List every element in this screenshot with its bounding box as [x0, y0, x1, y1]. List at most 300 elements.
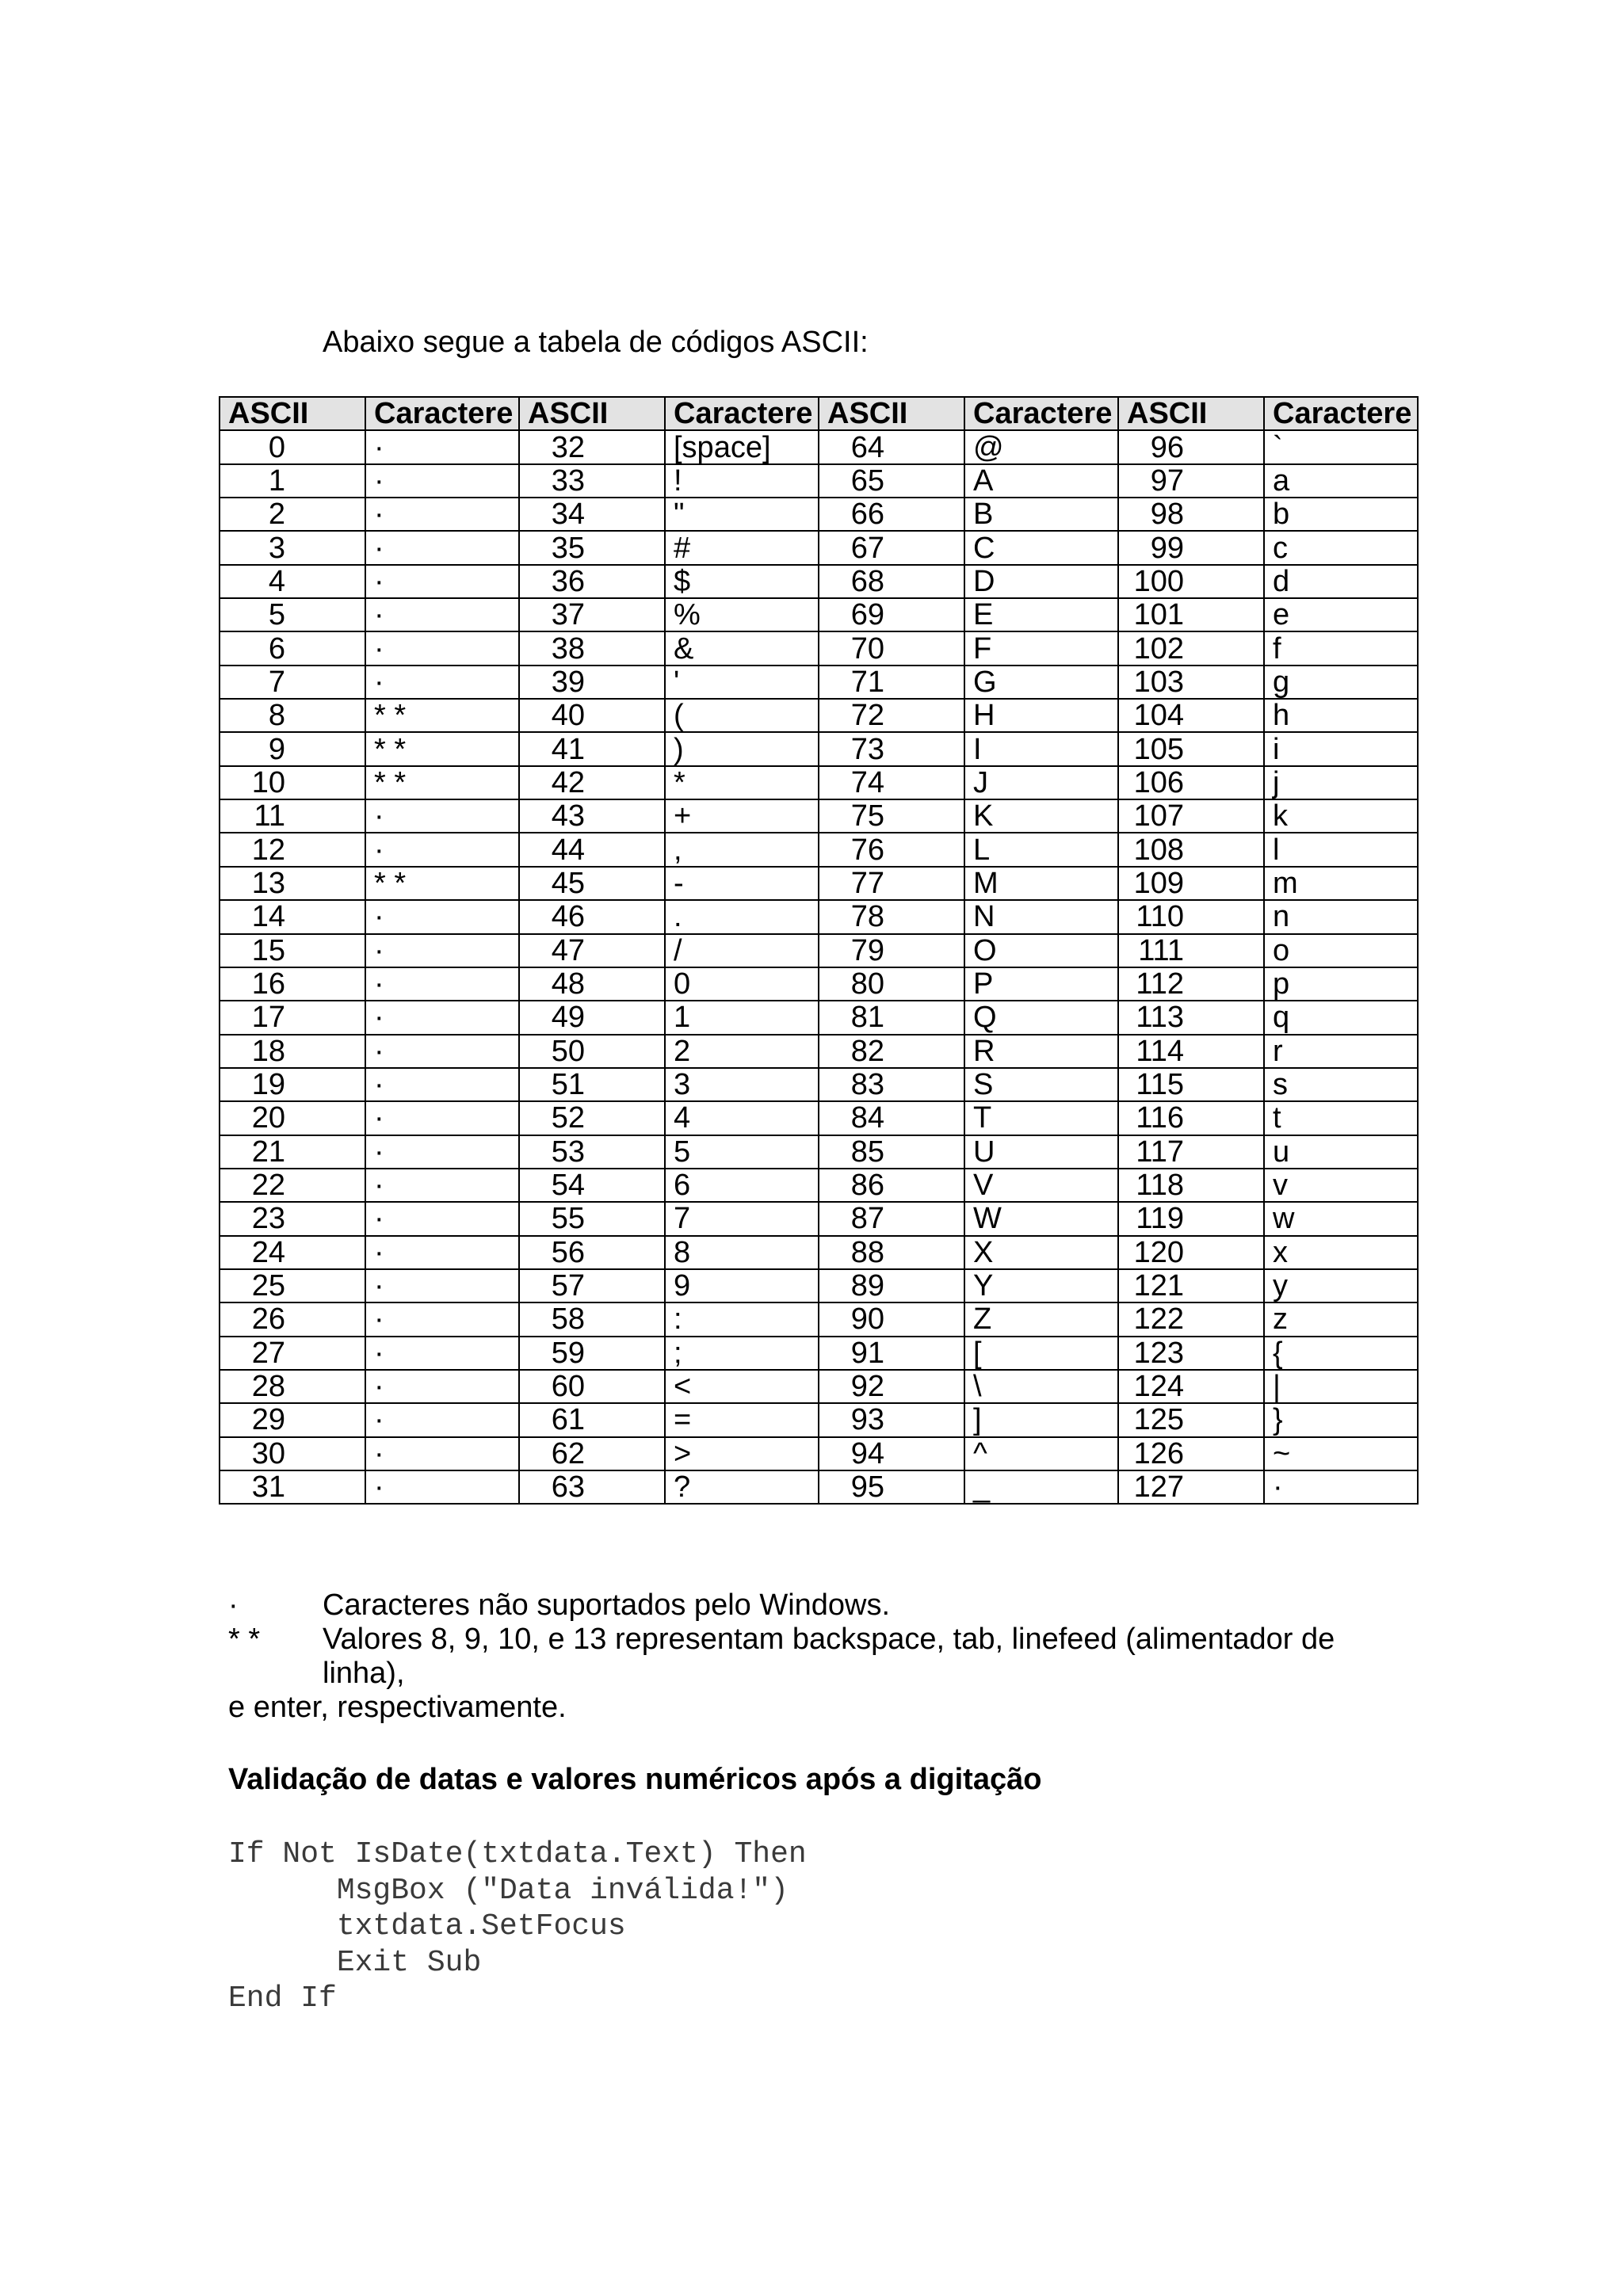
- ascii-code-cell: [1118, 598, 1264, 631]
- ascii-char-cell: B: [964, 498, 1118, 531]
- ascii-char-cell: ·: [365, 598, 519, 631]
- ascii-code-value: 88: [850, 1235, 884, 1269]
- table-row: [220, 1101, 1418, 1135]
- ascii-char-cell: ?: [665, 1470, 819, 1504]
- ascii-code-cell: [819, 967, 964, 1001]
- ascii-code-value: 71: [850, 665, 884, 699]
- table-row: [220, 833, 1418, 866]
- ascii-code-value: 19: [251, 1068, 285, 1102]
- ascii-code-cell: [819, 531, 964, 564]
- ascii-char-cell: ·: [365, 1470, 519, 1504]
- ascii-char-cell: s: [1264, 1068, 1418, 1101]
- table-row: [220, 1169, 1418, 1202]
- ascii-code-value: 25: [251, 1269, 285, 1303]
- ascii-char-cell: V: [964, 1169, 1118, 1202]
- ascii-code-value: 76: [850, 833, 884, 867]
- ascii-char-cell: ': [665, 666, 819, 699]
- ascii-char-cell: ·: [365, 531, 519, 564]
- ascii-char-cell: P: [964, 967, 1118, 1001]
- ascii-code-cell: [220, 934, 365, 967]
- ascii-code-cell: [519, 934, 665, 967]
- ascii-code-value: 72: [850, 699, 884, 733]
- ascii-code-value: 9: [268, 732, 285, 766]
- ascii-code-value: 73: [850, 732, 884, 766]
- ascii-code-value: 110: [1136, 900, 1184, 934]
- ascii-code-cell: [1118, 1337, 1264, 1370]
- ascii-code-value: 61: [551, 1403, 585, 1437]
- table-row: [220, 1370, 1418, 1403]
- ascii-char-cell: * *: [365, 867, 519, 900]
- ascii-code-value: 98: [1150, 498, 1184, 532]
- ascii-code-value: 8: [268, 699, 285, 733]
- ascii-code-value: 63: [551, 1470, 585, 1505]
- ascii-code-value: 127: [1133, 1470, 1184, 1505]
- ascii-code-value: 24: [251, 1235, 285, 1269]
- ascii-char-cell: u: [1264, 1135, 1418, 1169]
- ascii-code-cell: [220, 1337, 365, 1370]
- ascii-code-value: 16: [251, 967, 285, 1001]
- ascii-char-cell: [space]: [665, 430, 819, 463]
- ascii-char-cell: 7: [665, 1202, 819, 1235]
- ascii-char-cell: K: [964, 799, 1118, 833]
- column-header: ASCII: [220, 397, 365, 430]
- footnote-mark: * *: [228, 1623, 261, 1656]
- ascii-code-cell: [1118, 1403, 1264, 1436]
- table-row: [220, 565, 1418, 598]
- table-row: [220, 1035, 1418, 1068]
- column-header: Caractere: [964, 397, 1118, 430]
- ascii-code-value: 46: [551, 900, 585, 934]
- ascii-char-cell: ;: [665, 1337, 819, 1370]
- ascii-code-value: 77: [850, 866, 884, 900]
- ascii-code-cell: [1118, 1302, 1264, 1336]
- ascii-code-value: 15: [251, 933, 285, 967]
- ascii-char-cell: e: [1264, 598, 1418, 631]
- ascii-code-value: 125: [1133, 1403, 1184, 1437]
- footnote-text: Valores 8, 9, 10, e 13 representam backspace, tab, linefeed (alimentador de linha),: [323, 1623, 1335, 1690]
- ascii-char-cell: >: [665, 1437, 819, 1470]
- ascii-code-value: 10: [251, 765, 285, 799]
- ascii-code-value: 30: [251, 1436, 285, 1470]
- ascii-char-cell: $: [665, 565, 819, 598]
- table-row: [220, 430, 1418, 463]
- table-row: [220, 1135, 1418, 1169]
- ascii-code-value: 102: [1133, 631, 1184, 666]
- ascii-code-value: 1: [268, 463, 285, 498]
- ascii-code-value: 49: [551, 1001, 585, 1035]
- ascii-code-value: 109: [1133, 866, 1184, 900]
- column-header: Caractere: [1264, 397, 1418, 430]
- ascii-char-cell: k: [1264, 799, 1418, 833]
- ascii-code-cell: [1118, 430, 1264, 463]
- ascii-char-cell: ·: [365, 900, 519, 933]
- ascii-code-value: 6: [268, 631, 285, 666]
- ascii-code-value: 106: [1133, 765, 1184, 799]
- ascii-code-cell: [519, 631, 665, 665]
- ascii-code-cell: [819, 430, 964, 463]
- footnote-mark: ·: [228, 1589, 239, 1622]
- ascii-code-cell: [819, 1202, 964, 1235]
- ascii-code-cell: [220, 565, 365, 598]
- section-heading: Validação de datas e valores numéricos após a digitação: [228, 1763, 1042, 1796]
- table-row: [220, 934, 1418, 967]
- ascii-code-cell: [819, 631, 964, 665]
- ascii-char-cell: ^: [964, 1437, 1118, 1470]
- ascii-code-cell: [1118, 666, 1264, 699]
- ascii-char-cell: o: [1264, 934, 1418, 967]
- ascii-char-cell: D: [964, 565, 1118, 598]
- code-line: If Not IsDate(txtdata.Text) Then: [228, 1837, 807, 1871]
- footnote-text: Caracteres não suportados pelo Windows.: [323, 1589, 891, 1622]
- ascii-code-cell: [519, 867, 665, 900]
- ascii-code-value: 107: [1133, 799, 1184, 833]
- ascii-char-cell: W: [964, 1202, 1118, 1235]
- ascii-code-value: 115: [1136, 1068, 1184, 1102]
- code-line: Exit Sub: [228, 1945, 482, 1980]
- ascii-char-cell: 4: [665, 1101, 819, 1135]
- code-line: End If: [228, 1981, 337, 2016]
- ascii-char-cell: x: [1264, 1236, 1418, 1269]
- ascii-code-cell: [1118, 867, 1264, 900]
- ascii-code-cell: [220, 666, 365, 699]
- ascii-char-cell: <: [665, 1370, 819, 1403]
- table-row: [220, 900, 1418, 933]
- ascii-char-cell: =: [665, 1403, 819, 1436]
- ascii-char-cell: i: [1264, 732, 1418, 765]
- ascii-code-cell: [220, 430, 365, 463]
- ascii-code-value: 112: [1136, 967, 1184, 1001]
- ascii-char-cell: H: [964, 699, 1118, 732]
- table-row: [220, 1236, 1418, 1269]
- ascii-code-value: 116: [1136, 1101, 1184, 1135]
- ascii-char-cell: m: [1264, 867, 1418, 900]
- ascii-code-value: 60: [551, 1370, 585, 1404]
- ascii-code-cell: [819, 833, 964, 866]
- ascii-char-cell: -: [665, 867, 819, 900]
- ascii-code-value: 42: [551, 765, 585, 799]
- ascii-code-cell: [220, 1437, 365, 1470]
- ascii-char-cell: ·: [365, 1302, 519, 1336]
- ascii-code-cell: [519, 1470, 665, 1504]
- ascii-code-cell: [1118, 1370, 1264, 1403]
- ascii-code-cell: [819, 565, 964, 598]
- ascii-char-cell: r: [1264, 1035, 1418, 1068]
- table-row: [220, 1437, 1418, 1470]
- ascii-char-cell: M: [964, 867, 1118, 900]
- ascii-code-cell: [819, 498, 964, 531]
- ascii-code-value: 121: [1133, 1269, 1184, 1303]
- ascii-code-cell: [519, 1169, 665, 1202]
- ascii-code-cell: [519, 699, 665, 732]
- table-header-row: [220, 397, 1418, 430]
- ascii-code-value: 53: [551, 1135, 585, 1169]
- table-row: [220, 1302, 1418, 1336]
- ascii-code-value: 119: [1136, 1202, 1184, 1236]
- ascii-code-cell: [1118, 799, 1264, 833]
- ascii-char-cell: (: [665, 699, 819, 732]
- ascii-code-cell: [519, 1001, 665, 1034]
- footnote-unsupported: [228, 1589, 1425, 1623]
- ascii-char-cell: ·: [365, 799, 519, 833]
- ascii-code-cell: [519, 833, 665, 866]
- ascii-code-cell: [1118, 464, 1264, 498]
- ascii-char-cell: ·: [365, 1101, 519, 1135]
- ascii-char-cell: w: [1264, 1202, 1418, 1235]
- ascii-code-cell: [220, 732, 365, 765]
- ascii-code-value: 79: [850, 933, 884, 967]
- table-row: [220, 799, 1418, 833]
- ascii-code-value: 28: [251, 1370, 285, 1404]
- footnote-continuation: e enter, respectivamente.: [228, 1691, 567, 1724]
- ascii-char-cell: S: [964, 1068, 1118, 1101]
- ascii-code-cell: [220, 498, 365, 531]
- table-row: [220, 498, 1418, 531]
- ascii-char-cell: 2: [665, 1035, 819, 1068]
- ascii-char-cell: \: [964, 1370, 1118, 1403]
- ascii-code-cell: [220, 1269, 365, 1302]
- ascii-char-cell: {: [1264, 1337, 1418, 1370]
- ascii-char-cell: ): [665, 732, 819, 765]
- ascii-code-value: 18: [251, 1034, 285, 1068]
- ascii-code-cell: [819, 934, 964, 967]
- ascii-code-cell: [1118, 1135, 1264, 1169]
- ascii-code-cell: [519, 732, 665, 765]
- ascii-code-cell: [819, 1437, 964, 1470]
- ascii-code-cell: [519, 598, 665, 631]
- ascii-code-value: 81: [850, 1001, 884, 1035]
- ascii-code-value: 21: [251, 1135, 285, 1169]
- ascii-code-value: 3: [268, 531, 285, 565]
- ascii-code-cell: [819, 464, 964, 498]
- ascii-code-cell: [519, 900, 665, 933]
- ascii-char-cell: 3: [665, 1068, 819, 1101]
- ascii-char-cell: _: [964, 1470, 1118, 1504]
- ascii-code-cell: [519, 1337, 665, 1370]
- table-row: [220, 1001, 1418, 1034]
- ascii-code-value: 34: [551, 498, 585, 532]
- ascii-char-cell: ·: [365, 1135, 519, 1169]
- ascii-char-cell: j: [1264, 766, 1418, 799]
- ascii-code-value: 90: [850, 1302, 884, 1337]
- ascii-char-cell: 8: [665, 1236, 819, 1269]
- ascii-code-cell: [819, 799, 964, 833]
- code-line: MsgBox ("Data inválida!"): [228, 1873, 789, 1908]
- ascii-code-value: 37: [551, 598, 585, 632]
- ascii-char-cell: ·: [365, 1403, 519, 1436]
- ascii-char-cell: ·: [365, 1269, 519, 1302]
- ascii-char-cell: v: [1264, 1169, 1418, 1202]
- ascii-code-cell: [1118, 1470, 1264, 1504]
- ascii-code-cell: [220, 1101, 365, 1135]
- ascii-code-cell: [519, 1135, 665, 1169]
- ascii-char-cell: z: [1264, 1302, 1418, 1336]
- ascii-code-value: 58: [551, 1302, 585, 1337]
- ascii-code-cell: [819, 1470, 964, 1504]
- ascii-char-cell: !: [665, 464, 819, 498]
- ascii-code-value: 82: [850, 1034, 884, 1068]
- ascii-char-cell: N: [964, 900, 1118, 933]
- ascii-code-cell: [819, 1337, 964, 1370]
- ascii-code-cell: [819, 1035, 964, 1068]
- ascii-char-cell: I: [964, 732, 1118, 765]
- ascii-code-value: 105: [1133, 732, 1184, 766]
- ascii-code-cell: [819, 1302, 964, 1336]
- ascii-code-cell: [519, 799, 665, 833]
- ascii-code-value: 57: [551, 1269, 585, 1303]
- ascii-code-cell: [220, 1135, 365, 1169]
- ascii-char-cell: *: [665, 766, 819, 799]
- ascii-code-value: 33: [551, 463, 585, 498]
- ascii-code-cell: [819, 1101, 964, 1135]
- ascii-char-cell: %: [665, 598, 819, 631]
- ascii-code-value: 68: [850, 564, 884, 598]
- ascii-code-cell: [220, 766, 365, 799]
- ascii-code-value: 80: [850, 967, 884, 1001]
- table-row: [220, 1068, 1418, 1101]
- ascii-char-cell: * *: [365, 732, 519, 765]
- ascii-code-cell: [819, 1001, 964, 1034]
- ascii-code-cell: [819, 732, 964, 765]
- ascii-char-cell: ·: [365, 1068, 519, 1101]
- footnote-control-keys: [228, 1623, 1425, 1691]
- table-row: [220, 1403, 1418, 1436]
- ascii-code-cell: [1118, 498, 1264, 531]
- ascii-char-cell: .: [665, 900, 819, 933]
- ascii-code-cell: [819, 699, 964, 732]
- ascii-char-cell: y: [1264, 1269, 1418, 1302]
- ascii-code-cell: [1118, 1101, 1264, 1135]
- ascii-code-cell: [519, 565, 665, 598]
- ascii-code-cell: [1118, 732, 1264, 765]
- ascii-code-value: 93: [850, 1403, 884, 1437]
- table-row: [220, 766, 1418, 799]
- ascii-char-cell: t: [1264, 1101, 1418, 1135]
- ascii-code-value: 104: [1133, 699, 1184, 733]
- ascii-char-cell: ·: [365, 1035, 519, 1068]
- table-row: [220, 699, 1418, 732]
- column-header: ASCII: [519, 397, 665, 430]
- ascii-char-cell: }: [1264, 1403, 1418, 1436]
- ascii-code-cell: [220, 1470, 365, 1504]
- ascii-char-cell: * *: [365, 766, 519, 799]
- ascii-char-cell: C: [964, 531, 1118, 564]
- ascii-code-value: 117: [1136, 1135, 1184, 1169]
- ascii-code-cell: [220, 631, 365, 665]
- ascii-code-cell: [519, 1302, 665, 1336]
- ascii-code-value: 52: [551, 1101, 585, 1135]
- ascii-char-cell: A: [964, 464, 1118, 498]
- ascii-code-value: 43: [551, 799, 585, 833]
- ascii-char-cell: F: [964, 631, 1118, 665]
- ascii-code-value: 2: [268, 498, 285, 532]
- ascii-code-value: 0: [268, 430, 285, 464]
- ascii-char-cell: f: [1264, 631, 1418, 665]
- ascii-code-cell: [220, 967, 365, 1001]
- ascii-code-value: 45: [551, 866, 585, 900]
- ascii-code-value: 55: [551, 1202, 585, 1236]
- table-body: [220, 430, 1418, 1504]
- ascii-code-value: 59: [551, 1336, 585, 1370]
- ascii-code-value: 14: [251, 900, 285, 934]
- table-row: [220, 1269, 1418, 1302]
- code-line: txtdata.SetFocus: [228, 1909, 626, 1943]
- ascii-char-cell: d: [1264, 565, 1418, 598]
- ascii-code-cell: [220, 833, 365, 866]
- ascii-code-value: 84: [850, 1101, 884, 1135]
- ascii-code-cell: [220, 900, 365, 933]
- intro-text: Abaixo segue a tabela de códigos ASCII:: [323, 326, 869, 359]
- ascii-code-cell: [1118, 967, 1264, 1001]
- ascii-char-cell: ·: [1264, 1470, 1418, 1504]
- ascii-code-cell: [519, 1403, 665, 1436]
- ascii-code-value: 67: [850, 531, 884, 565]
- ascii-char-cell: n: [1264, 900, 1418, 933]
- ascii-code-value: 44: [551, 833, 585, 867]
- ascii-code-cell: [819, 1169, 964, 1202]
- ascii-char-cell: ": [665, 498, 819, 531]
- ascii-code-value: 22: [251, 1169, 285, 1203]
- ascii-code-cell: [519, 1035, 665, 1068]
- ascii-char-cell: ~: [1264, 1437, 1418, 1470]
- ascii-char-cell: :: [665, 1302, 819, 1336]
- ascii-code-cell: [819, 1269, 964, 1302]
- ascii-char-cell: ]: [964, 1403, 1118, 1436]
- code-block: [228, 1836, 807, 2017]
- ascii-code-value: 65: [850, 463, 884, 498]
- table-row: [220, 631, 1418, 665]
- table-row: [220, 666, 1418, 699]
- ascii-char-cell: 6: [665, 1169, 819, 1202]
- ascii-code-cell: [220, 1001, 365, 1034]
- ascii-code-value: 101: [1133, 598, 1184, 632]
- ascii-char-cell: ·: [365, 967, 519, 1001]
- ascii-char-cell: ·: [365, 1001, 519, 1034]
- table-row: [220, 1202, 1418, 1235]
- ascii-code-value: 113: [1136, 1001, 1184, 1035]
- ascii-char-cell: ·: [365, 1370, 519, 1403]
- ascii-char-cell: 1: [665, 1001, 819, 1034]
- ascii-char-cell: * *: [365, 699, 519, 732]
- ascii-code-value: 126: [1133, 1436, 1184, 1470]
- ascii-char-cell: ·: [365, 1337, 519, 1370]
- ascii-char-cell: Z: [964, 1302, 1118, 1336]
- ascii-char-cell: p: [1264, 967, 1418, 1001]
- ascii-code-cell: [1118, 934, 1264, 967]
- ascii-code-cell: [819, 666, 964, 699]
- ascii-code-value: 96: [1150, 430, 1184, 464]
- ascii-code-value: 85: [850, 1135, 884, 1169]
- ascii-char-cell: ·: [365, 833, 519, 866]
- footnotes: [228, 1589, 1425, 1725]
- ascii-char-cell: `: [1264, 430, 1418, 463]
- ascii-code-cell: [220, 867, 365, 900]
- ascii-code-cell: [1118, 1035, 1264, 1068]
- ascii-char-cell: 0: [665, 967, 819, 1001]
- ascii-char-cell: R: [964, 1035, 1118, 1068]
- ascii-char-cell: a: [1264, 464, 1418, 498]
- ascii-char-cell: c: [1264, 531, 1418, 564]
- ascii-char-cell: #: [665, 531, 819, 564]
- ascii-code-value: 27: [251, 1336, 285, 1370]
- ascii-code-cell: [220, 464, 365, 498]
- ascii-char-cell: ·: [365, 1202, 519, 1235]
- ascii-code-cell: [519, 1269, 665, 1302]
- ascii-code-cell: [519, 1202, 665, 1235]
- ascii-code-cell: [1118, 833, 1264, 866]
- ascii-code-value: 23: [251, 1202, 285, 1236]
- ascii-code-value: 29: [251, 1403, 285, 1437]
- table-row: [220, 531, 1418, 564]
